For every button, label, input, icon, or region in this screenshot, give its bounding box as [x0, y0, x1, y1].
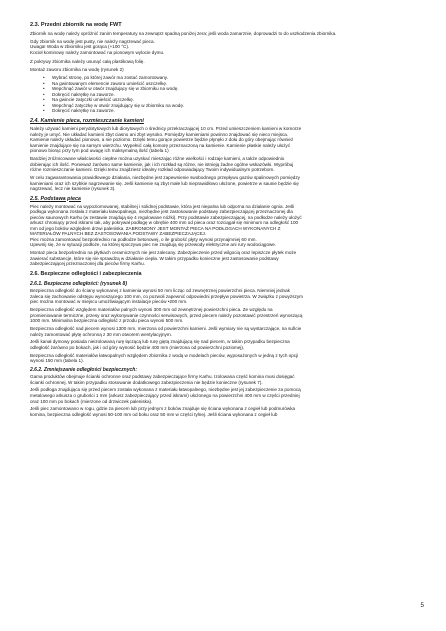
sec262-paragraph	[30, 387, 422, 404]
text-line: metalowego arkusza o grubości 1 mm (arkusz zabezpieczający przed iskrami) ułożonego na powierzchni 400 mm w części przedniej	[30, 393, 300, 399]
sec24-paragraph	[30, 156, 422, 173]
sec23-note: Gdy zbiornik na wodę jest pusty, nie należy nagrzewać pieca.	[30, 38, 155, 44]
text-line: należy je umyć. Nie układać kamieni zbyt ciasno ani zbyt wysoko. Pomiędzy kamieniami powinno znajdować się nieco miejsca.	[30, 131, 289, 137]
list-item: • Na gwintowanym elemencie zaworu umieścić uszczelkę.	[52, 81, 422, 87]
text-line: zawierać substancje, które się nie sprawdzą w działanie ciepła. W takim przypadku konieczne jest zastosowanie podstawy	[30, 255, 279, 261]
text-line: podłoga wykonana została z materiału łatwopalnego, niezbędne jest zastosowanie podstawy zabezpieczającej przeznaczonej dla	[30, 209, 293, 215]
section-2-6-title: 2.6. Bezpieczne odległości i zabezpieczenia	[30, 270, 142, 277]
sec23-notes	[30, 39, 422, 56]
text-line: wynosi 150 mm (tabela 1).	[30, 358, 84, 364]
sec261-paragraph	[30, 326, 422, 337]
text-line: Piec można zamontować bezpośrednio na podłodze betonowej, o ile grubość płyty wynosi przynajmniej 60 mm.	[30, 236, 257, 242]
text-line: oraz 100 mm po bokach (mierzone od drzwiczek paleniska).	[30, 398, 153, 404]
text-line: Piec należy montować na wypoziomowanej, stabilnej i solidnej podstawie, która jest niepalna lub odporna na działanie ognia. Jeśli	[30, 203, 295, 209]
text-line: Kamienie należy układać pionowo, a nie poziomo. Dzięki temu gorące powietrze będzie płynęło z dołu do góry obejmując również	[30, 137, 294, 143]
sec23-note: Kocioł kominowy należy zamontować na pionowym wylocie dymu.	[30, 49, 165, 55]
text-line: pionowo biorąc przy tym pod uwagę ich maksymalną ilość (tabela 1)	[30, 148, 169, 154]
sec23-paragraph: Zbiornik na wodę należy opróżnić zanim temperatury na zewnątrz spadną poniżej zera; jeśli woda zamarznie, doprowadzi to do uszkodzenia zbiornika.	[30, 31, 337, 36]
section-2-6-1-title: 2.6.1. Bezpieczne odległości: (rysunek 8)	[30, 280, 127, 287]
text-line: Jeśli kanał dymowy posiada nieizolowaną rurę łączącą lub rurę giętą znajdującą się nad piecem, w takim przypadku bezpieczna	[30, 339, 290, 345]
sec262-paragraph	[30, 374, 422, 385]
text-line: Upewnij się, że w sytuacji podłoże, na której spoczywa piec nie znajdują się przewody elektryczne ani rury wodociągowe.	[30, 242, 277, 248]
section-2-3-title: 2.3. Przedni zbiornik na wodę FWT	[30, 22, 122, 28]
sec261-paragraph	[30, 288, 422, 305]
text-line: odległość żarówno po bokach, jak i od góry wynosić będzie 400 mm (mierzona od powierzchni poziomej).	[30, 344, 245, 350]
text-line: ścianki ochronnej. W takim przypadku stosowanie dodatkowego zabezpieczenia nie będzie konieczne (rysunek 7).	[30, 379, 263, 385]
text-line: promieniowanie termiczne, przesy oraz wykonywanie czynności serwisowych, przed piecem należy pozostawić przestrzeń wynoszącą	[30, 312, 303, 318]
sec261-paragraph	[30, 307, 422, 324]
text-line: Należy używać kamieni perydotytowych lub diorytowych o średnicy przekraczającej 10 cm. Przed umieszczeniem kamieni w komorze	[30, 126, 302, 131]
text-line: Gama produktów obejmuje ścianki ochronne oraz podstawy zabezpieczające firmy Karhu. Izolowana część komina musi dosięgać	[30, 374, 295, 380]
sec23-note: Uwaga! Woda w zbiorniku jest gorąca (+100 °C).	[30, 44, 130, 50]
text-line: nagrzewać, lecz nie kamienie (rysunek 3).	[30, 186, 116, 192]
page-number: 5	[420, 602, 424, 610]
sec25-paragraph	[30, 250, 422, 267]
text-line: piec można montować w miejscu umożliwiającym instalacje pieców •200 mm.	[30, 299, 188, 305]
text-line: Bardziej zróżnicowane właściwości ciepłne można uzyskać mieszając różne wielkości i rodzaje kamieni, a także odpowiednio	[30, 156, 285, 162]
text-line: Jeśli piec zamontowano w rogu, gdzie za piecem lub przy jednym z boków znajduje się ściana wykonana z cegieł lub podmurówka	[30, 406, 296, 412]
text-line: Bezpieczna odległość materiałów łatwopalnych względem zbiornika z wodą w modelach pieców, wyposażonych w jedną z tych opcji	[30, 352, 299, 358]
sec24-paragraph	[30, 175, 422, 192]
text-line: kamieniami oraz ich szybkie nagrzewanie się. Jeśli kamienie są zbyt małe lub nieprawidłowo ułożone, powietrze w saunie będzie się	[30, 180, 299, 186]
text-line: różne rozmieszczanie kamieni. Dzięki temu znajdziesz idealny rozkład odpowiadający Twoim indywidualnym potrzebom.	[30, 167, 275, 173]
section-2-4-title: 2.4. Kamienie pieca, rozmieszczanie kamieni	[30, 118, 144, 124]
valve-install-steps	[30, 75, 422, 114]
list-item: • Wepchnąć zatyczkę w otwór znajdujący się w zbiorniku na wodę.	[52, 103, 422, 109]
text-line: Montaż pieca bezpośrednio na płytkach ceramicznych nie jest zalecany. Zabezpieczenie przed wilgocią oraz lepiszcze płytek może	[30, 250, 297, 256]
text-line: pieców saunowych Karhu (w zestawie znajdują się 4 regulowane nóżki). Przy podstawie zabezpieczającej, na podłodze należy ułożyć	[30, 214, 302, 220]
list-item: • Na gwincie zatyczki umieścić uszczelkę.	[52, 97, 422, 103]
list-item: • Dokręcić nakrętkę na zaworze.	[52, 108, 422, 114]
list-item: • Wybrać stronę, po której zawór ma zostać zamontowany.	[52, 75, 422, 81]
text-line: należy zamontować płytę ochronną z 30 mm otworem wentylacyjnym.	[30, 331, 172, 337]
text-line: arkusz chroniący przed iskrami tak, aby pokrywał podłogę w obrębie 400 mm od pieca oraz rozciągał się minimum na odległość 100	[30, 220, 299, 226]
text-line: kamienie znajdujące się na samym wierzchu. Wypełnić całą komorę przeznaczoną na kamienie. Kamienie płaskie należy ułożyć	[30, 142, 291, 148]
text-line: Jeśli podłoga znajdująca się przed piecem została wykonana z materiału łatwopalnego, niezbędne jest jej zabezpieczenie za pomocą	[30, 387, 301, 393]
text-line: 1000 mm. Minimalna bezpieczna odległość z przodu pieca wynosi 500 mm.	[30, 318, 184, 324]
text-line: Bezpieczna odległość do ściany wykonanej z kamienia wynosi 50 mm licząc od zewnętrznej powierzchni pieca. Niemniej jednak	[30, 288, 290, 294]
sec23-paragraph: Montaż zaworu zbiornika na wodę (rysunek 2)	[30, 67, 124, 73]
text-line: dobierając ich ilość. Ponieważ żarówno same kamienie, jak i ich rozkład są różne, nie istnieją żadne ogólne wskazówki. Wypróbuj	[30, 161, 294, 167]
section-2-5-title: 2.5. Podstawa pieca	[30, 195, 81, 202]
sec261-paragraph	[30, 353, 422, 364]
sec23-paragraph: Z pokrywy zbiornika należy usunąć całą plastikową folię.	[30, 59, 145, 65]
sec262-paragraph	[30, 406, 422, 417]
sec24-paragraph	[30, 126, 422, 154]
text-line: zaleca się zachowanie odstępu wynoszącego 100 mm, co pozwoli zapewnić odpowiedni przepływ powietrza. W związku z powyższym	[30, 293, 303, 299]
section-2-6-2-title: 2.6.2. Zmniejszanie odległości bezpiecznych:	[30, 366, 137, 373]
list-item: • Dokręcić nakrętkę na zaworze.	[52, 92, 422, 98]
text-line: mm od jego boków względem drzwi paleniska. ZABRONIONY JEST MONTAŻ PIECA NA PODŁOGACH WYKONANYCH Z	[30, 225, 281, 231]
text-line: Bezpieczna odległość względem materiałów palnych wynosi 300 mm od zewnętrznej powierzchni pieca. Ze względu na	[30, 307, 273, 313]
text-line: komina, bezpieczna odległość wynosi 50-100 mm od boku oraz 50 mm w części tylnej. Jeśli ściana wykonana z cegieł lub	[30, 411, 278, 417]
sec25-paragraph	[30, 204, 422, 248]
list-item: • Wepchnąć zawór w otwór znajdujący się w zbiorniku na wodę.	[52, 86, 422, 92]
text-line: W celu zagwarantowania prawidłowego działania, niezbędne jest zapewnienie swobodnego przepływu gazów spalinowych pomiędzy	[30, 174, 300, 180]
sec261-paragraph	[30, 339, 422, 350]
text-line: Bezpieczna odległość nad piecem wynosi 1300 mm, mierzona od powierzchni kamieni. Jeśli wymiary nie są wystarczające, na suficie	[30, 326, 302, 331]
text-line: zabezpieczającej przeznaczonej dla pieców firmy Karhu.	[30, 261, 145, 267]
text-line: MATERIAŁÓW PALNYCH BEZ ZASTOSOWANIA PODSTAWY ZABEZPIECZAJĄCEJ.	[30, 231, 207, 237]
